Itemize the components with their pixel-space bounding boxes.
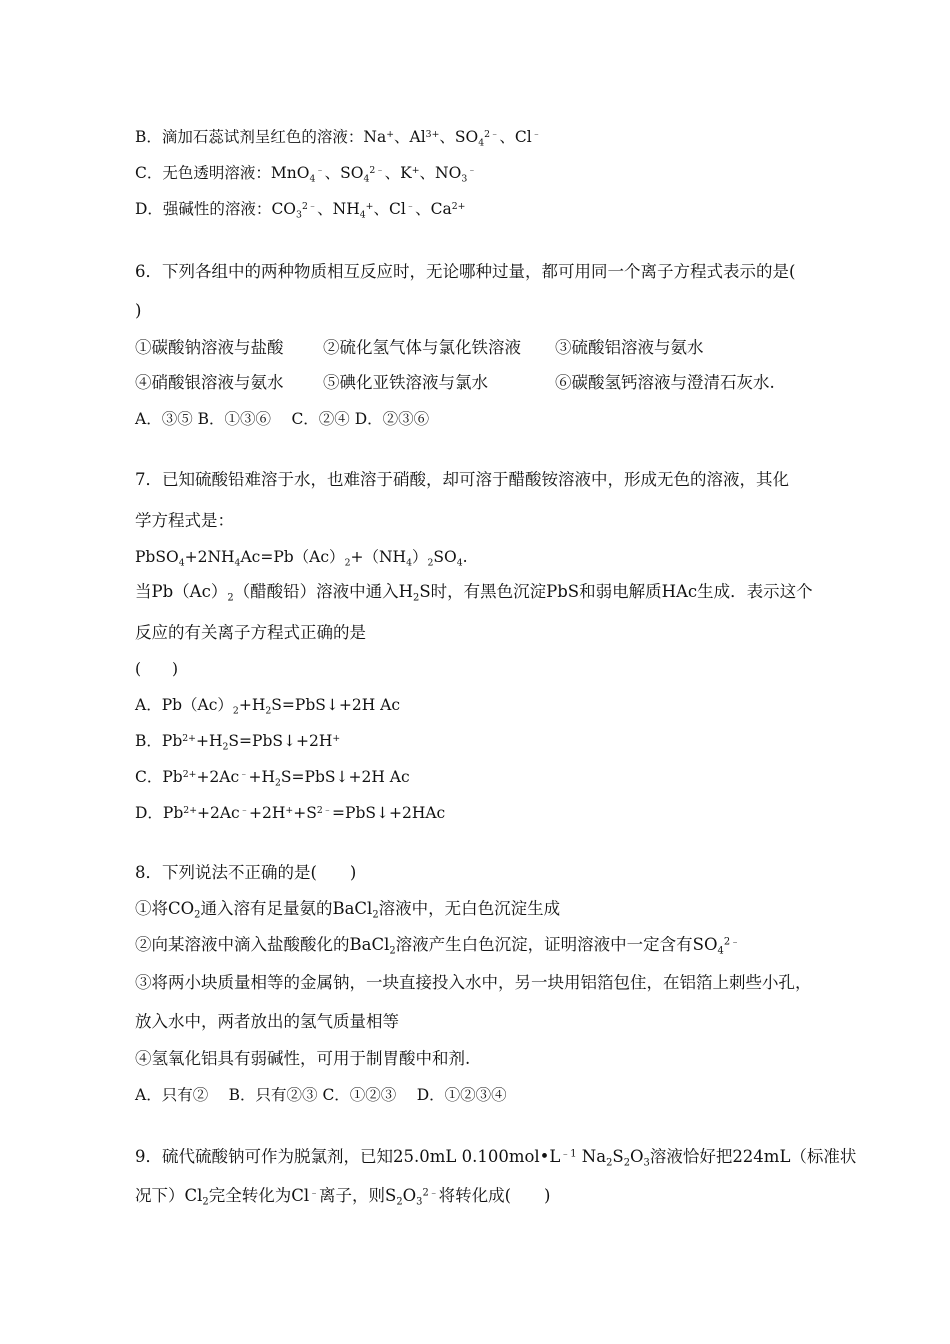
q6-item-5: ⑤碘化亚铁溶液与氯水	[323, 373, 488, 392]
q8-stem: 8．下列说法不正确的是( )	[135, 863, 357, 882]
q6-items-row1	[135, 337, 832, 359]
q8-item-3-line1: ③将两小块质量相等的金属钠，一块直接投入水中，另一块用铝箔包住，在铝箔上刺些小孔，	[135, 973, 812, 992]
q7-paren: ( )	[135, 660, 179, 678]
q6-item-2: ②硫化氢气体与氯化铁溶液	[323, 338, 521, 357]
q8-item-1: ①将$CO_2$通入溶有足量氨的BaCl$_2$溶液中，无白色沉淀生成	[135, 899, 561, 921]
q7-option-c: C．$Pb^{2+}+2Ac^﹣+H_2S=PbS↓+2H$ Ac	[135, 768, 410, 789]
q5-option-d: D．强碱性的溶液：$CO_3^{2﹣}$、$NH_4^+$、Cl﹣、$Ca^{2+}$	[135, 200, 466, 221]
q6-stem-line2: )	[135, 301, 142, 320]
q7-context: 当$Pb(Ac)_2$（醋酸铅）溶液中通入$H_2S$时，有黑色沉淀PbS和弱电解质HAc生成．表示这个	[135, 582, 813, 604]
q9-line2: 况下）$Cl_2$完全转化为Cl﹣离子，则$S_2O_3^{2﹣}$将转化成( )	[135, 1186, 551, 1208]
q6-item-4: ④硝酸银溶液与氨水	[135, 373, 284, 392]
q5-option-b: B．滴加石蕊试剂呈红色的溶液：Na+、$Al^{3+}$、$SO_4^{2﹣}$、Cl﹣	[135, 128, 541, 149]
q7-stem-line1: 7．已知硫酸铅难溶于水，也难溶于硝酸，却可溶于醋酸铵溶液中，形成无色的溶液，其化	[135, 470, 789, 489]
q7-stem-line2: 学方程式是：	[135, 511, 234, 530]
q9-line1: 9．硫代硫酸钠可作为脱氯剂，已知25.0mL $0.100mol•L^{﹣1}$ $Na_2S_2O_3$溶液恰好把224mL（标准状	[135, 1147, 857, 1169]
q7-option-b: B．$Pb^{2+}+H_2S=PbS↓+2H^+$	[135, 732, 341, 753]
q7-option-a: A．$Pb(Ac)_2+H_2S=PbS↓+2H$ Ac	[135, 696, 401, 717]
q7-option-d: D．$Pb^{2+}+2Ac^﹣+2H^++S^{2﹣}=PbS↓+2HAc$	[135, 804, 446, 822]
q5-option-c: C．无色透明溶液：MnO$_4$﹣、$SO_4^{2﹣}$、K+、$NO_3^﹣$	[135, 164, 477, 185]
q6-item-1: ①碳酸钠溶液与盐酸	[135, 338, 284, 357]
q6-item-3: ③硫酸铝溶液与氨水	[555, 338, 704, 357]
q8-item-2: ②向某溶液中滴入盐酸酸化的BaCl$_2$溶液产生白色沉淀，证明溶液中一定含有$SO_4^{2﹣}$	[135, 935, 740, 957]
q6-items-row2	[135, 372, 832, 394]
q7-stem-line5: 反应的有关离子方程式正确的是	[135, 623, 366, 642]
q6-item-6: ⑥碳酸氢钙溶液与澄清石灰水.	[555, 373, 775, 392]
q6-stem-line1: 6．下列各组中的两种物质相互反应时，无论哪种过量，都可用同一个离子方程式表示的是(	[135, 262, 796, 281]
q7-equation: $PbSO_4+2NH_4Ac=Pb(Ac)_2+(NH_4)_2SO_4$.	[135, 548, 468, 569]
q6-choices: A．③⑤ B．①③⑥ C．②④ D．②③⑥	[135, 410, 430, 428]
q8-item-4: ④氢氧化铝具有弱碱性，可用于制胃酸中和剂.	[135, 1049, 471, 1068]
q8-item-3-line2: 放入水中，两者放出的氢气质量相等	[135, 1012, 399, 1031]
q8-choices: A．只有② B．只有②③ C．①②③ D．①②③④	[135, 1086, 507, 1104]
